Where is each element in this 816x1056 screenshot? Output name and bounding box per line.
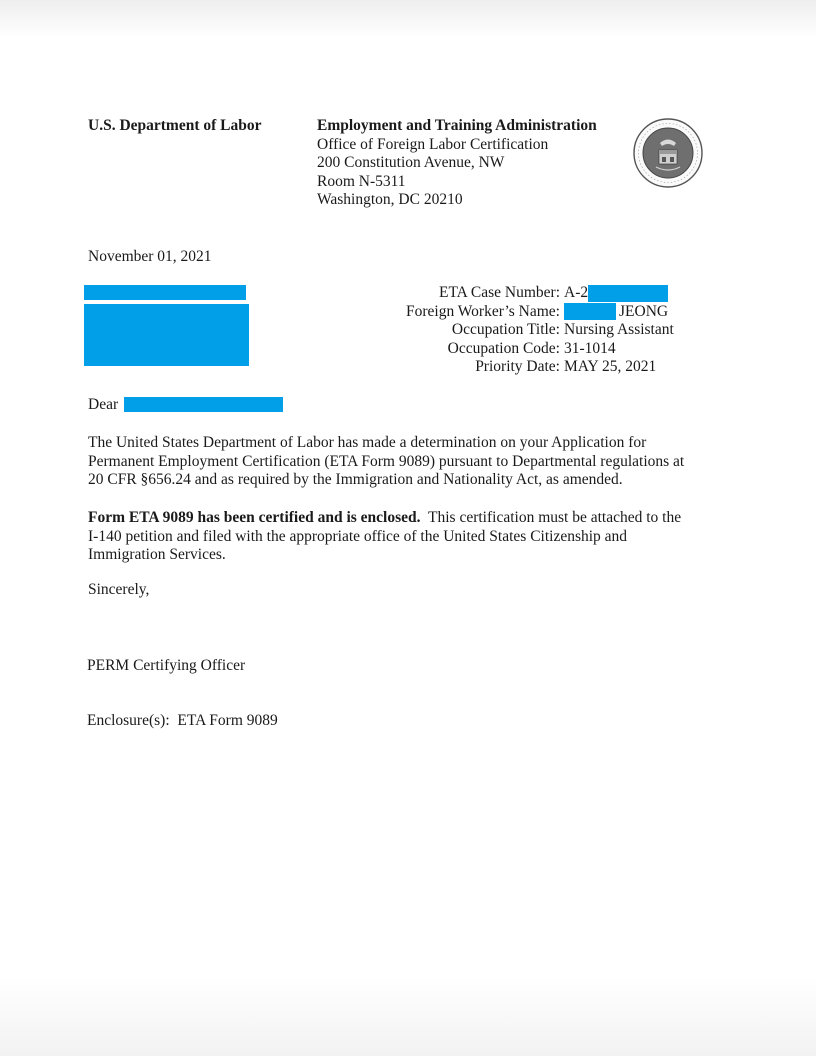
case-number-value: A-2 <box>564 284 589 301</box>
salutation <box>88 396 118 415</box>
redacted-recipient-name <box>84 285 246 300</box>
letterhead-address <box>317 117 597 210</box>
case-number-row <box>340 284 690 303</box>
paragraph-line: I-140 petition and filed with the appropriate office of the United States Citizenship and <box>88 527 628 545</box>
determination-paragraph <box>88 434 728 490</box>
redacted-addressee <box>124 397 283 412</box>
certification-paragraph <box>88 509 728 565</box>
occupation-code-value: 31-1014 <box>564 339 616 357</box>
worker-name-value: JEONG <box>619 302 669 320</box>
scan-shadow-bottom <box>0 976 816 1056</box>
closing: Sincerely, <box>88 581 150 598</box>
certified-statement: Form ETA 9089 has been certified and is enclosed. <box>88 509 421 526</box>
salutation-text: Dear <box>88 396 119 413</box>
worker-name-label: Foreign Worker’s Name: <box>405 302 560 320</box>
occupation-code-row <box>340 340 690 359</box>
room-number: Room N-5311 <box>317 172 406 190</box>
letter-date: November 01, 2021 <box>88 248 212 265</box>
department-name: U.S. Department of Labor <box>88 117 262 134</box>
agency-name: Employment and Training Administration <box>317 117 597 134</box>
redacted-worker-first-name <box>564 303 616 320</box>
street-address: 200 Constitution Avenue, NW <box>317 154 505 171</box>
priority-date-value: MAY 25, 2021 <box>564 358 657 375</box>
paragraph-line: The United States Department of Labor has made a determination on your Application for <box>88 434 647 451</box>
redacted-case-number <box>588 285 668 302</box>
worker-name-row <box>340 303 690 322</box>
office-name: Office of Foreign Labor Certification <box>317 135 549 153</box>
paragraph-line: 20 CFR §656.24 and as required by the Immigration and Nationality Act, as amended. <box>88 471 623 488</box>
signatory-title: PERM Certifying Officer <box>87 657 246 674</box>
city-state-zip: Washington, DC 20210 <box>317 191 463 208</box>
priority-date-row <box>340 358 690 377</box>
priority-date-label: Priority Date: <box>475 358 560 375</box>
scan-shadow-top <box>0 0 816 38</box>
occupation-title-row <box>340 321 690 340</box>
occupation-title-value: Nursing Assistant <box>564 321 674 338</box>
occupation-title-label: Occupation Title: <box>451 321 560 338</box>
occupation-code-label: Occupation Code: <box>447 339 560 357</box>
case-number-label: ETA Case Number: <box>438 284 560 301</box>
redacted-recipient-address <box>84 304 249 366</box>
paragraph-line: Permanent Employment Certification (ETA Form 9089) pursuant to Departmental regulations at <box>88 452 685 470</box>
paragraph-line: This certification must be attached to the <box>428 509 682 526</box>
case-details <box>340 284 690 377</box>
department-seal-icon <box>632 117 704 189</box>
paragraph-line: Immigration Services. <box>88 546 226 563</box>
enclosure-line: Enclosure(s): ETA Form 9089 <box>87 712 278 729</box>
